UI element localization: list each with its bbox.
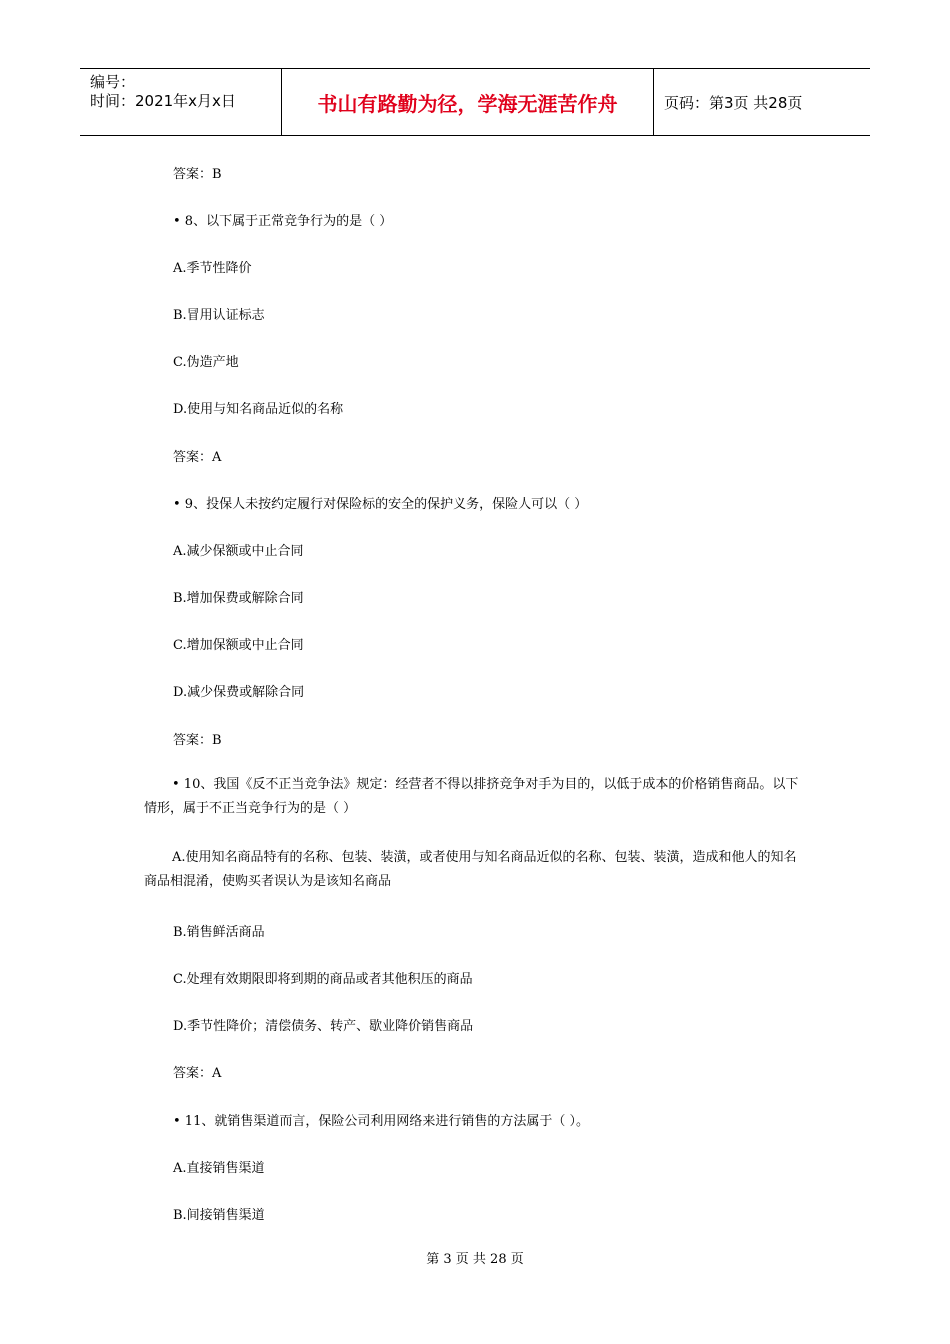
question-8-option-a: A.季节性降价 bbox=[173, 261, 252, 276]
answer-10: 答案：A bbox=[173, 1066, 222, 1081]
question-8: • 8、以下属于正常竞争行为的是（ ） bbox=[173, 214, 393, 229]
question-9-option-b: B.增加保费或解除合同 bbox=[173, 591, 304, 606]
answer-9: 答案：B bbox=[173, 733, 222, 748]
question-10-option-d: D.季节性降价；清偿债务、转产、歇业降价销售商品 bbox=[173, 1019, 474, 1034]
question-11-option-b: B.间接销售渠道 bbox=[173, 1208, 265, 1223]
answer-8: 答案：A bbox=[173, 450, 222, 465]
answer-7: 答案：B bbox=[173, 167, 222, 182]
question-9: • 9、投保人未按约定履行对保险标的安全的保护义务，保险人可以（ ） bbox=[173, 497, 588, 512]
question-9-option-c: C.增加保额或中止合同 bbox=[173, 638, 304, 653]
question-8-option-b: B.冒用认证标志 bbox=[173, 308, 265, 323]
page-header bbox=[80, 68, 870, 136]
question-10: • 10、我国《反不正当竞争法》规定：经营者不得以排挤竞争对手为目的，以低于成本的价格销售商品。以下情形，属于不正当竞争行为的是（ ） bbox=[144, 777, 799, 816]
question-10-option-b: B.销售鲜活商品 bbox=[173, 925, 265, 940]
header-page-info: 页码：第3页 共28页 bbox=[664, 93, 803, 112]
page-footer: 第 3 页 共 28 页 bbox=[426, 1252, 524, 1267]
header-meta bbox=[80, 69, 282, 135]
question-8-option-d: D.使用与知名商品近似的名称 bbox=[173, 402, 344, 417]
question-11-option-a: A.直接销售渠道 bbox=[173, 1161, 265, 1176]
question-8-option-c: C.伪造产地 bbox=[173, 355, 239, 370]
header-motto: 书山有路勤为径，学海无涯苦作舟 bbox=[282, 69, 654, 135]
document-number-label: 编号： bbox=[90, 73, 136, 91]
question-10-option-a: A.使用知名商品特有的名称、包装、装潢，或者使用与知名商品近似的名称、包装、装潢，造成和他人的知名商品相混淆，使购买者误认为是该知名商品 bbox=[144, 850, 797, 889]
document-time: 时间：2021年x月x日 bbox=[90, 92, 236, 110]
question-9-option-a: A.减少保额或中止合同 bbox=[173, 544, 304, 559]
question-9-option-d: D.减少保费或解除合同 bbox=[173, 685, 305, 700]
question-10-option-c: C.处理有效期限即将到期的商品或者其他积压的商品 bbox=[173, 972, 473, 987]
question-11: • 11、就销售渠道而言，保险公司利用网络来进行销售的方法属于（ ）。 bbox=[173, 1114, 589, 1129]
